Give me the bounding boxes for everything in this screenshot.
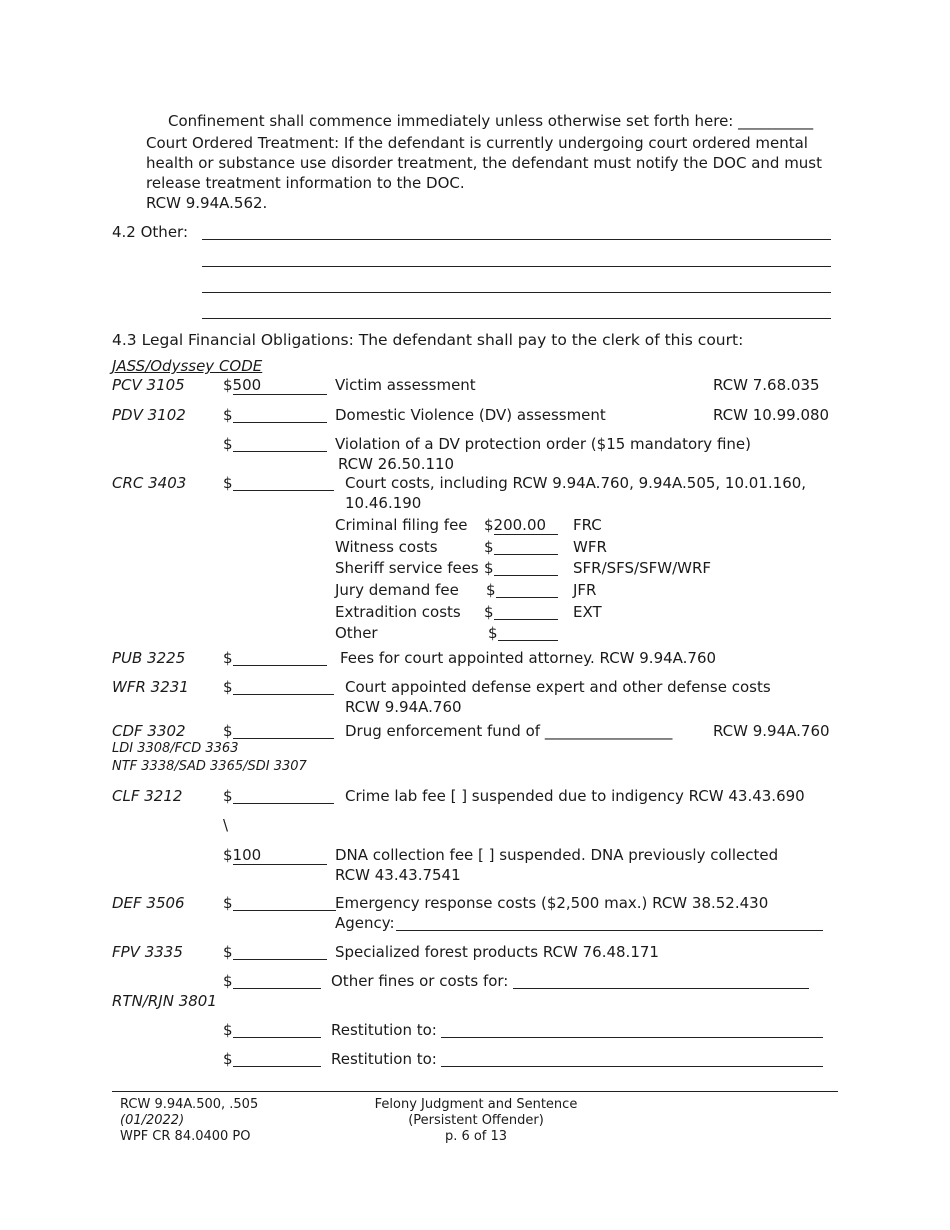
pcv-amount[interactable]: $500 [223, 375, 327, 395]
pdv-desc: Domestic Violence (DV) assessment [335, 406, 606, 424]
crc-item-amount[interactable]: $200.00 [484, 515, 558, 535]
footer-page-number: p. 6 of 13 [444, 1129, 508, 1144]
def-agency-field[interactable] [396, 930, 823, 931]
dvpo-rcw: RCW 26.50.110 [338, 455, 455, 473]
crc-item-code: SFR/SFS/SFW/WRF [573, 559, 712, 577]
crc-item-amount[interactable]: $ [486, 580, 558, 600]
other-fines-amount[interactable]: $ [223, 971, 321, 991]
treatment-text-3: release treatment information to the DOC. [146, 174, 465, 192]
def-amount[interactable]: $ [223, 893, 336, 913]
restitution-field-2[interactable] [441, 1066, 823, 1067]
footer-rcw: RCW 9.94A.500, .505 [120, 1097, 259, 1112]
crc-item-label: Sheriff service fees [335, 559, 479, 577]
footer-title: Felony Judgment and Sentence [374, 1097, 578, 1112]
dvpo-desc: Violation of a DV protection order ($15 mandatory fine) [335, 435, 751, 453]
section-4-3-heading: 4.3 Legal Financial Obligations: The defendant shall pay to the clerk of this court: [112, 331, 744, 349]
crc-item-code: WFR [573, 538, 607, 556]
confinement-text: Confinement shall commence immediately unless otherwise set forth here: __________ [168, 112, 814, 130]
cdf-rcw: RCW 9.94A.760 [713, 722, 830, 740]
crc-item-amount[interactable]: $ [484, 602, 558, 622]
treatment-rcw: RCW 9.94A.562. [146, 194, 268, 212]
clf-backslash: \ [223, 816, 229, 834]
cdf-amount[interactable]: $ [223, 721, 334, 741]
treatment-text-2: health or substance use disorder treatment, the defendant must notify the DOC and must [146, 154, 823, 172]
crc-desc-1: Court costs, including RCW 9.94A.760, 9.94A.505, 10.01.160, [345, 474, 807, 492]
other-fines-desc: Other fines or costs for: [331, 972, 509, 990]
wfr-desc-1: Court appointed defense expert and other defense costs [345, 678, 771, 696]
other-fines-field[interactable] [513, 988, 809, 989]
fpv-desc: Specialized forest products RCW 76.48.171 [335, 943, 659, 961]
crc-item-amount[interactable]: $ [488, 623, 558, 643]
fpv-code: FPV 3335 [112, 943, 183, 961]
dna-amount[interactable]: $100 [223, 845, 327, 865]
pcv-rcw: RCW 7.68.035 [713, 376, 820, 394]
clf-amount[interactable]: $ [223, 786, 334, 806]
pcv-desc: Victim assessment [335, 376, 476, 394]
dna-desc-1: DNA collection fee [ ] suspended. DNA previously collected [335, 846, 779, 864]
restitution-field-1[interactable] [441, 1037, 823, 1038]
treatment-text-1: Court Ordered Treatment: If the defendant is currently undergoing court ordered mental [146, 134, 808, 152]
pdv-amount[interactable]: $ [223, 405, 327, 425]
crc-item-amount[interactable]: $ [484, 537, 558, 557]
restitution-amount-2[interactable]: $ [223, 1049, 321, 1069]
other-line-4[interactable] [202, 318, 831, 319]
section-4-2-label: 4.2 Other: [112, 223, 189, 241]
wfr-code: WFR 3231 [112, 678, 189, 696]
wfr-desc-2: RCW 9.94A.760 [345, 698, 462, 716]
pcv-code: PCV 3105 [112, 376, 185, 394]
crc-item-label: Jury demand fee [335, 581, 459, 599]
cdf-subcodes-1: LDI 3308/FCD 3363 [112, 741, 239, 756]
def-code: DEF 3506 [112, 894, 185, 912]
crc-item-amount[interactable]: $ [484, 558, 558, 578]
restitution-label-1: Restitution to: [331, 1021, 437, 1039]
crc-item-label: Extradition costs [335, 603, 461, 621]
crc-amount[interactable]: $ [223, 473, 334, 493]
def-agency-label: Agency: [335, 914, 395, 932]
code-column-header: JASS/Odyssey CODE [112, 357, 263, 375]
crc-code: CRC 3403 [112, 474, 187, 492]
pub-desc: Fees for court appointed attorney. RCW 9.94A.760 [340, 649, 717, 667]
restitution-amount-1[interactable]: $ [223, 1020, 321, 1040]
pub-amount[interactable]: $ [223, 648, 327, 668]
rtn-code: RTN/RJN 3801 [112, 992, 217, 1010]
footer-date: (01/2022) [120, 1113, 185, 1128]
other-line-3[interactable] [202, 292, 831, 293]
crc-item-label: Criminal filing fee [335, 516, 468, 534]
crc-desc-2: 10.46.190 [345, 494, 422, 512]
footer-divider [112, 1091, 838, 1092]
footer-form-number: WPF CR 84.0400 PO [120, 1129, 251, 1144]
pdv-code: PDV 3102 [112, 406, 186, 424]
def-desc: Emergency response costs ($2,500 max.) RCW 38.52.430 [335, 894, 769, 912]
crc-item-label: Other [335, 624, 378, 642]
wfr-amount[interactable]: $ [223, 677, 334, 697]
crc-item-code: EXT [573, 603, 602, 621]
cdf-desc: Drug enforcement fund of _________________ [345, 722, 673, 740]
crc-item-code: JFR [573, 581, 597, 599]
fpv-amount[interactable]: $ [223, 942, 327, 962]
other-line-2[interactable] [202, 266, 831, 267]
crc-item-label: Witness costs [335, 538, 438, 556]
cdf-subcodes-2: NTF 3338/SAD 3365/SDI 3307 [112, 759, 307, 774]
cdf-code: CDF 3302 [112, 722, 186, 740]
pdv-rcw: RCW 10.99.080 [713, 406, 830, 424]
pub-code: PUB 3225 [112, 649, 186, 667]
other-line-1[interactable] [202, 239, 831, 240]
dvpo-amount[interactable]: $ [223, 434, 327, 454]
footer-subtitle: (Persistent Offender) [408, 1113, 544, 1128]
crc-item-code: FRC [573, 516, 602, 534]
restitution-label-2: Restitution to: [331, 1050, 437, 1068]
clf-code: CLF 3212 [112, 787, 183, 805]
dna-desc-2: RCW 43.43.7541 [335, 866, 461, 884]
clf-desc: Crime lab fee [ ] suspended due to indigency RCW 43.43.690 [345, 787, 805, 805]
